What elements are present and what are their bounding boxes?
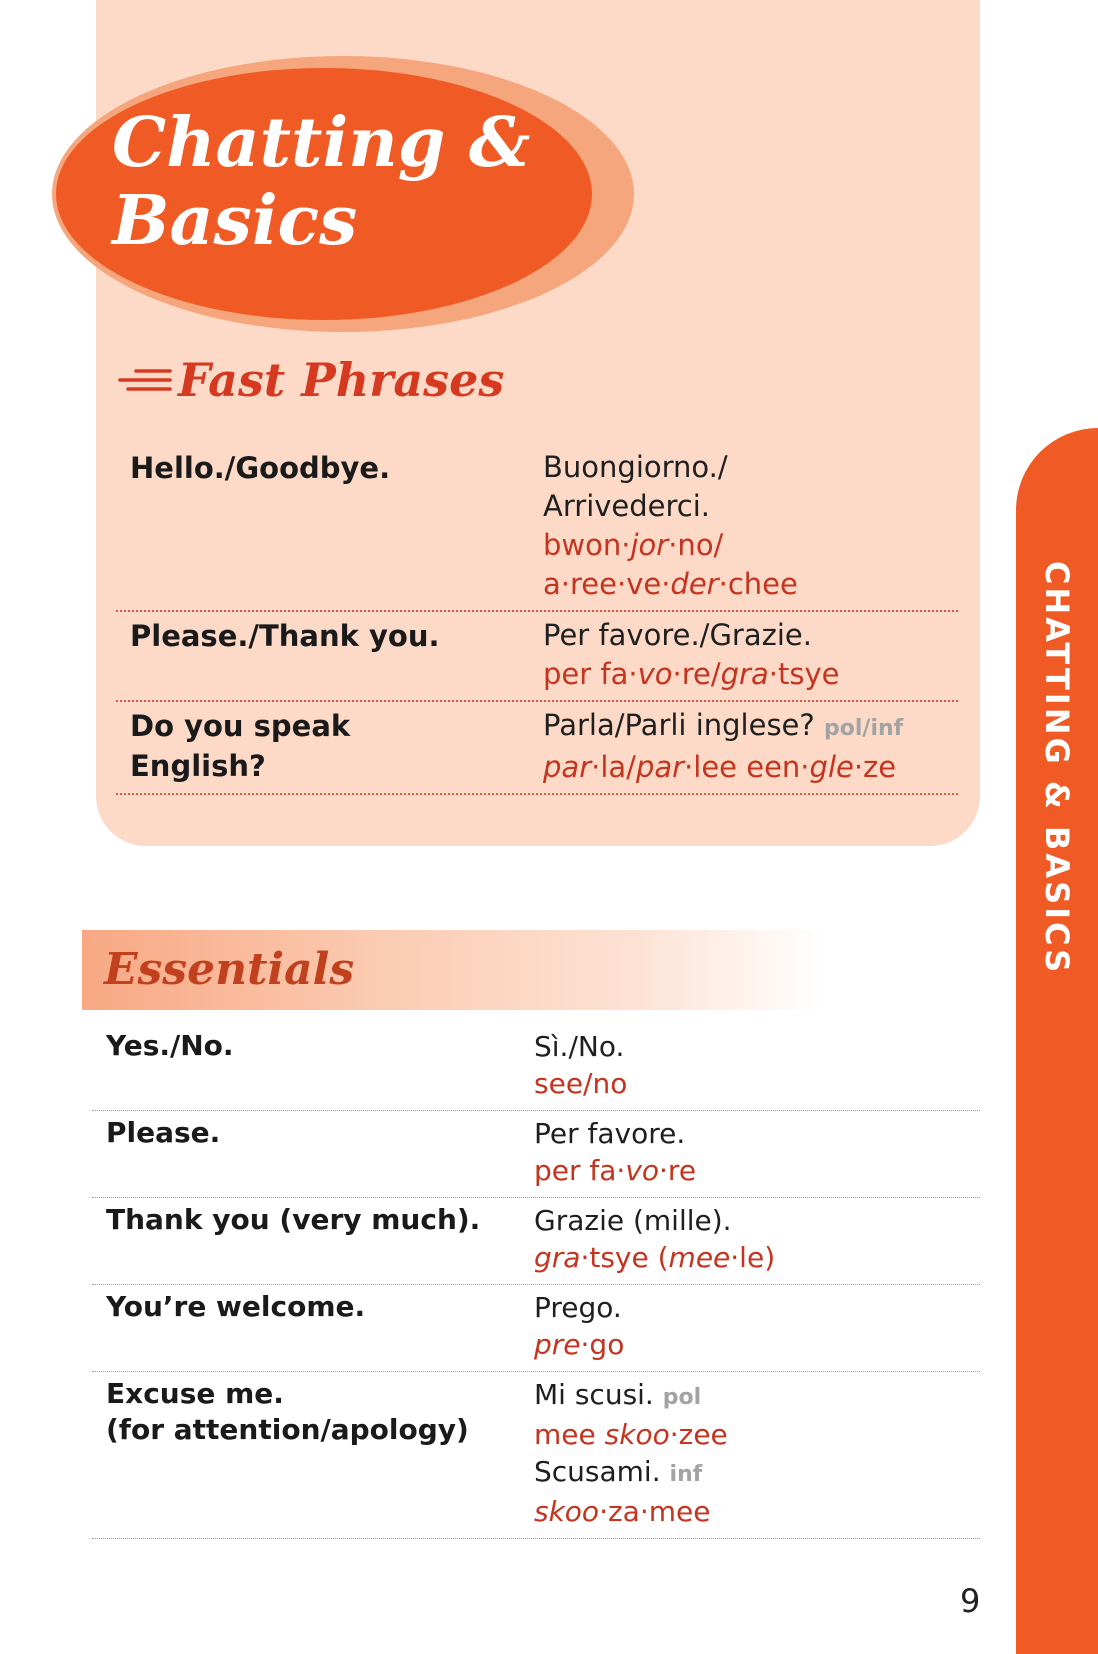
page-number: 9	[960, 1582, 981, 1620]
text-segment: Buongiorno./	[543, 450, 728, 484]
fast-phrases-title: Fast Phrases	[178, 353, 505, 407]
phrase-row	[92, 1024, 980, 1111]
side-tab-label: CHATTING & BASICS	[1038, 560, 1076, 976]
text-segment: ·za·mee	[599, 1495, 711, 1528]
text-segment: Mi scusi.	[534, 1378, 654, 1411]
italian-translation	[534, 1376, 980, 1530]
pronunciation-line	[534, 1493, 980, 1530]
italian-translation	[534, 1028, 980, 1102]
text-segment: see/no	[534, 1067, 628, 1100]
english-line: Excuse me.	[106, 1377, 284, 1410]
stressed-syllable: par	[635, 750, 685, 784]
formality-tag: inf	[669, 1462, 703, 1487]
italian-line	[534, 1202, 980, 1239]
chapter-title	[112, 104, 530, 260]
english-line: Please.	[106, 1116, 221, 1149]
phrase-row	[92, 1198, 980, 1285]
stressed-syllable: skoo	[534, 1495, 600, 1528]
essentials-table	[92, 1024, 980, 1539]
text-segment: ·zee	[669, 1418, 728, 1451]
fast-phrases-heading	[116, 350, 504, 410]
italian-line	[543, 616, 958, 655]
text-segment: per fa·	[534, 1154, 626, 1187]
stressed-syllable: gra	[720, 657, 769, 691]
essentials-title: Essentials	[104, 944, 355, 995]
english-line: Please./Thank you.	[130, 619, 440, 653]
italian-line	[543, 487, 958, 526]
english-phrase	[116, 706, 543, 787]
text-segment: ·go	[580, 1328, 625, 1361]
phrase-row	[116, 612, 958, 702]
stressed-syllable: vo	[637, 657, 673, 691]
text-segment: Grazie (mille).	[534, 1204, 732, 1237]
phrase-row	[116, 702, 958, 795]
stressed-syllable: pre	[534, 1328, 581, 1361]
english-line: English?	[130, 749, 266, 783]
text-segment: Sì./No.	[534, 1030, 625, 1063]
stressed-syllable: der	[670, 567, 719, 601]
pronunciation-line	[534, 1416, 980, 1453]
english-phrase	[92, 1289, 534, 1363]
stressed-syllable: skoo	[604, 1418, 670, 1451]
italian-line	[534, 1115, 980, 1152]
stressed-syllable: gle	[809, 750, 854, 784]
text-segment: ·re	[659, 1154, 697, 1187]
italian-translation	[543, 706, 958, 787]
text-segment: Scusami.	[534, 1455, 661, 1488]
english-phrase	[116, 616, 543, 694]
stressed-syllable: mee	[668, 1241, 731, 1274]
italian-line	[534, 1453, 980, 1493]
chapter-title-line2: Basics	[112, 181, 358, 261]
pronunciation-line	[543, 748, 958, 787]
italian-translation	[534, 1115, 980, 1189]
english-line: Yes./No.	[106, 1029, 234, 1062]
pronunciation-line	[534, 1239, 980, 1276]
text-segment: ·ze	[853, 750, 897, 784]
italian-line	[543, 448, 958, 487]
phrase-row	[92, 1285, 980, 1372]
text-segment: ·chee	[718, 567, 798, 601]
italian-line	[534, 1289, 980, 1326]
text-segment: bwon·	[543, 528, 631, 562]
chapter-title-line1: Chatting &	[112, 103, 531, 183]
pronunciation-line	[543, 565, 958, 604]
pronunciation-line	[534, 1326, 980, 1363]
text-segment: ·la/	[591, 750, 636, 784]
fast-phrases-table	[116, 444, 958, 795]
text-segment: Prego.	[534, 1291, 622, 1324]
text-segment: ·tsye (	[580, 1241, 669, 1274]
english-line: You’re welcome.	[106, 1290, 366, 1323]
english-phrase	[92, 1376, 534, 1530]
italian-translation	[534, 1289, 980, 1363]
stressed-syllable: par	[543, 750, 592, 784]
italian-line	[534, 1376, 980, 1416]
formality-tag: pol/inf	[824, 716, 904, 741]
english-phrase	[92, 1115, 534, 1189]
text-segment: ·lee een·	[684, 750, 810, 784]
text-segment: ·re/	[672, 657, 721, 691]
italian-translation	[534, 1202, 980, 1276]
italian-line	[534, 1028, 980, 1065]
text-segment: Arrivederci.	[543, 489, 711, 523]
text-segment: per fa·	[543, 657, 638, 691]
text-segment: a·ree·ve·	[543, 567, 671, 601]
pronunciation-line	[534, 1152, 980, 1189]
english-line: Hello./Goodbye.	[130, 451, 391, 485]
text-segment: ·le)	[730, 1241, 776, 1274]
italian-translation	[543, 616, 958, 694]
phrase-row	[116, 444, 958, 612]
english-line: Do you speak	[130, 709, 351, 743]
phrase-row	[92, 1372, 980, 1539]
pronunciation-line	[534, 1065, 980, 1102]
text-segment: ·tsye	[768, 657, 840, 691]
text-segment: Parla/Parli inglese?	[543, 708, 815, 742]
pronunciation-line	[543, 655, 958, 694]
text-segment: ·no/	[668, 528, 724, 562]
pronunciation-line	[543, 526, 958, 565]
speed-lines-icon	[116, 362, 172, 398]
stressed-syllable: vo	[625, 1154, 660, 1187]
formality-tag: pol	[662, 1385, 702, 1410]
phrase-row	[92, 1111, 980, 1198]
english-phrase	[116, 448, 543, 604]
text-segment: Per favore./Grazie.	[543, 618, 812, 652]
text-segment: mee	[534, 1418, 605, 1451]
stressed-syllable: gra	[534, 1241, 581, 1274]
english-line: (for attention/apology)	[106, 1413, 469, 1446]
text-segment: Per favore.	[534, 1117, 686, 1150]
italian-translation	[543, 448, 958, 604]
english-phrase	[92, 1028, 534, 1102]
english-line: Thank you (very much).	[106, 1203, 481, 1236]
stressed-syllable: jor	[630, 528, 669, 562]
italian-line	[543, 706, 958, 748]
english-phrase	[92, 1202, 534, 1276]
